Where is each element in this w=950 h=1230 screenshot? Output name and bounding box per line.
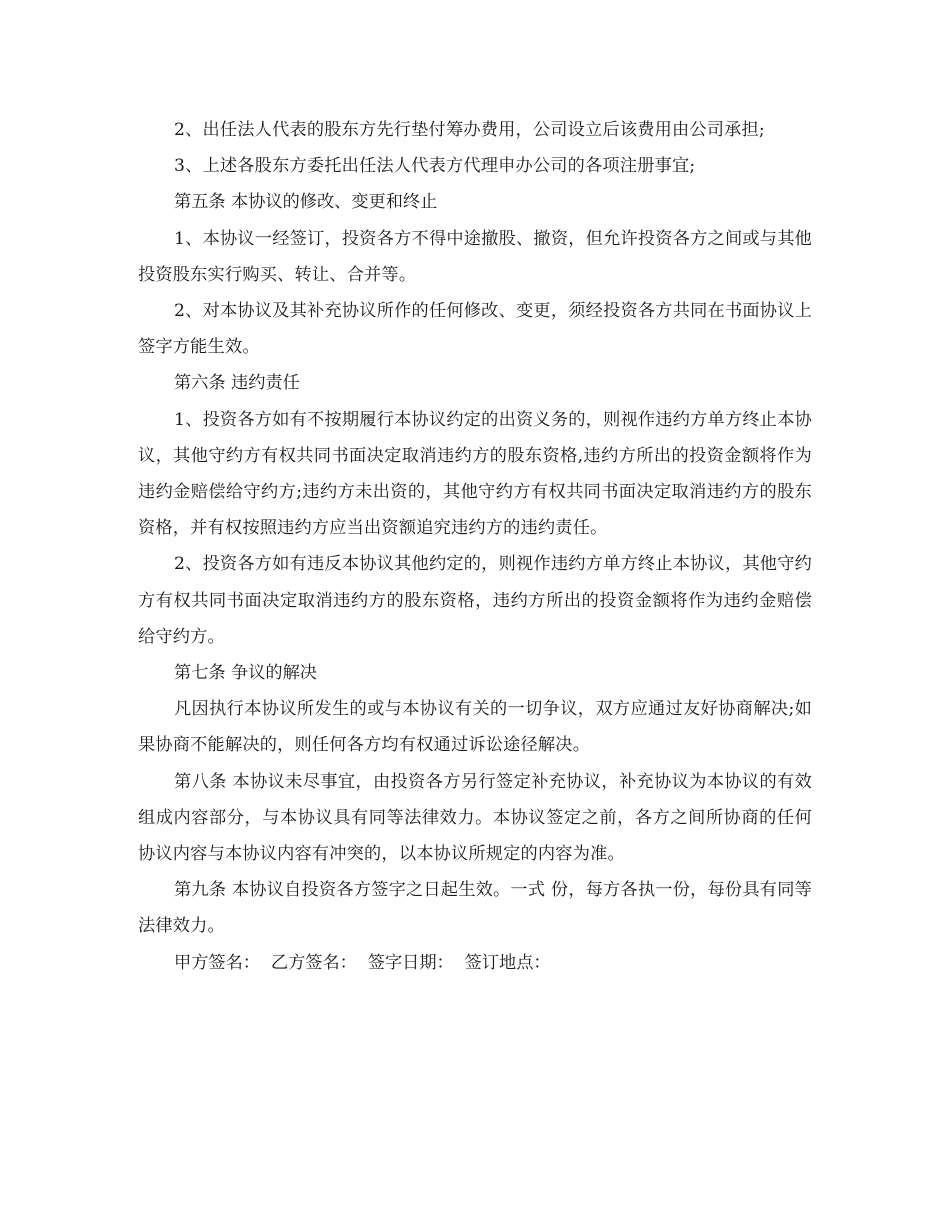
- signature-party-a-label: 甲方签名：: [174, 952, 260, 973]
- paragraph-clause-4-item-3: 3、上述各股东方委托出任法人代表方代理申办公司的各项注册事宜;: [174, 156, 696, 177]
- paragraph-article-6-item-1: 1、投资各方如有不按期履行本协议约定的出资义务的，则视作违约方单方终止本协议，其他守约方有权共同书面决定取消违约方的股东资格,违约方所出的投资金额将作为违约金赔偿给守约方;违约方未出资的，其他守约方有权共同书面决定取消违约方的股东资格，并有权按照违约方应当出资额追究违约方的违约责任。: [138, 409, 812, 539]
- signature-party-b-label: 乙方签名：: [270, 952, 357, 973]
- signature-line: [138, 945, 812, 981]
- heading-article-6: 第六条 违约责任: [174, 373, 300, 394]
- paragraph-article-5-item-1: 1、本协议一经签订，投资各方不得中途撤股、撤资，但允许投资各方之间或与其他投资股东实行购买、转让、合并等。: [138, 228, 812, 285]
- paragraph-clause-4-item-2: 2、出任法人代表的股东方先行垫付筹办费用，公司设立后该费用由公司承担;: [174, 120, 765, 140]
- heading-article-7: 第七条 争议的解决: [174, 663, 317, 684]
- signature-place-label: 签订地点：: [464, 952, 551, 973]
- paragraph-article-8: 第八条 本协议未尽事宜，由投资各方另行签定补充协议，补充协议为本协议的有效组成内容部分，与本协议具有同等法律效力。本协议签定之前，各方之间所协商的任何协议内容与本协议内容有冲突的，以本协议所规定的内容为准。: [138, 771, 812, 865]
- paragraph-article-9: 第九条 本协议自投资各方签字之日起生效。一式 份，每方各执一份，每份具有同等法律效力。: [138, 880, 812, 937]
- document-body: [138, 112, 812, 981]
- heading-article-5: 第五条 本协议的修改、变更和终止: [174, 192, 438, 213]
- signature-date-label: 签字日期：: [367, 952, 454, 973]
- paragraph-article-7-body: 凡因执行本协议所发生的或与本协议有关的一切争议，双方应通过友好协商解决;如果协商不能解决的，则任何各方均有权通过诉讼途径解决。: [138, 699, 812, 756]
- paragraph-article-5-item-2: 2、对本协议及其补充协议所作的任何修改、变更，须经投资各方共同在书面协议上签字方能生效。: [138, 301, 812, 358]
- paragraph-article-6-item-2: 2、投资各方如有违反本协议其他约定的，则视作违约方单方终止本协议，其他守约方有权共同书面决定取消违约方的股东资格，违约方所出的投资金额将作为违约金赔偿给守约方。: [138, 554, 812, 647]
